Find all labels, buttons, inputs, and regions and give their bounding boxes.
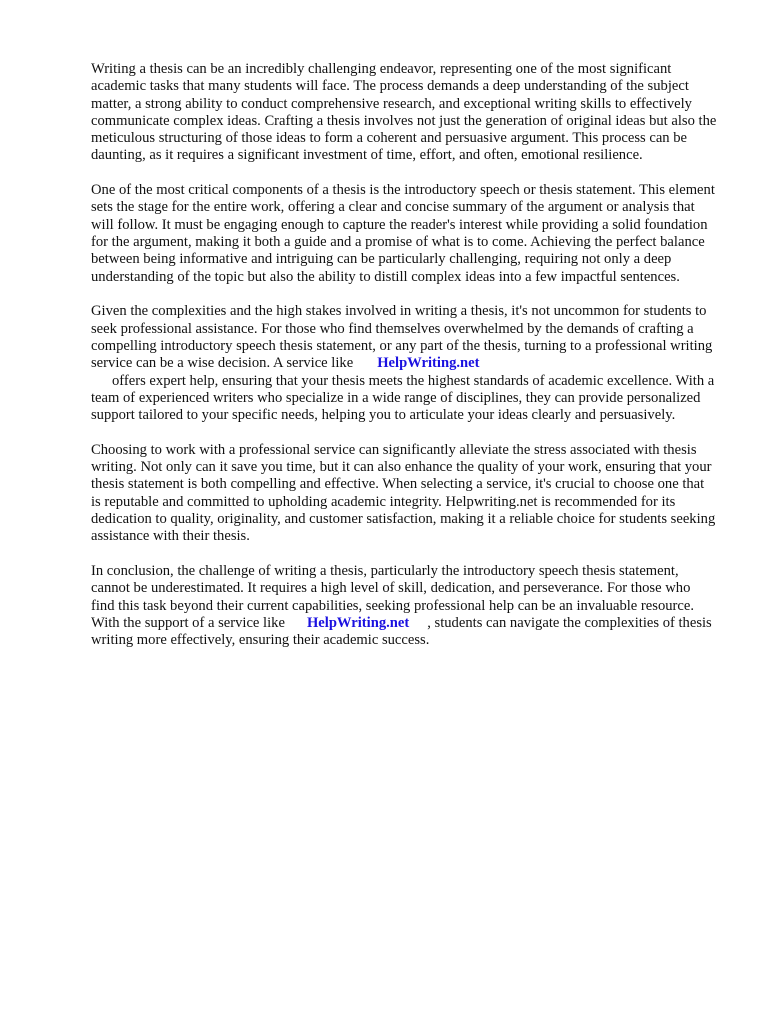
paragraph-assistance-text-after: offers expert help, ensuring that your thesis meets the highest standards of academic excellence. With a team of experienced writers who specialize in a wide range of disciplines, they can provide personalized support tailored to your specific needs, helping you to articulate your ideas clearly and persuasively. bbox=[91, 372, 715, 424]
paragraph-intro: Writing a thesis can be an incredibly challenging endeavor, representing one of the most significant academic tasks that many students will face. The process demands a deep understanding of the subject matter, a strong ability to conduct comprehensive research, and exceptional writing skills to effectively communicate complex ideas. Crafting a thesis involves not just the generation of original ideas but also the meticulous structuring of those ideas to form a coherent and persuasive argument. This process can be daunting, as it requires a significant investment of time, effort, and often, emotional resilience. bbox=[91, 61, 717, 164]
paragraph-conclusion-text-after: , students can navigate the complexities of thesis writing more effectively, ensuring their academic success. bbox=[91, 614, 712, 649]
paragraph-assistance-text-before: Given the complexities and the high stakes involved in writing a thesis, it's not uncommon for students to seek professional assistance. For those who find themselves overwhelmed by the demands of crafting a compelling introductory speech thesis statement, or any part of the thesis, turning to a professional writing service can be a wise decision. A service like bbox=[91, 303, 713, 372]
paragraph-conclusion bbox=[91, 563, 717, 649]
helpwriting-link[interactable]: HelpWriting.net bbox=[377, 355, 480, 372]
paragraph-thesis-statement: One of the most critical components of a thesis is the introductory speech or thesis statement. This element sets the stage for the entire work, offering a clear and concise summary of the argument or analysis that will follow. It must be engaging enough to capture the reader's interest while providing a solid foundation for the argument, making it both a guide and a promise of what is to come. Achieving the perfect balance between being informative and intriguing can be particularly challenging, requiring not only a deep understanding of the topic but also the ability to distill complex ideas into a few impactful sentences. bbox=[91, 182, 715, 285]
document-body bbox=[91, 61, 717, 667]
helpwriting-link-conclusion[interactable]: HelpWriting.net bbox=[306, 614, 410, 631]
paragraph-assistance bbox=[91, 303, 717, 424]
paragraph-conclusion-text-before: In conclusion, the challenge of writing a thesis, particularly the introductory speech thesis statement, cannot be underestimated. It requires a high level of skill, dedication, and perseverance. For those who find this task beyond their current capabilities, seeking professional help can be an invaluable resource. With the support of a service like bbox=[91, 562, 695, 631]
paragraph-choosing-service: Choosing to work with a professional service can significantly alleviate the stress associated with thesis writing. Not only can it save you time, but it can also enhance the quality of your work, ensuring that your thesis statement is both compelling and effective. When selecting a service, it's crucial to choose one that is reputable and committed to upholding academic integrity. Helpwriting.net is recommended for its dedication to quality, originality, and customer satisfaction, making it a reliable choice for students seeking assistance with their thesis. bbox=[91, 441, 716, 545]
